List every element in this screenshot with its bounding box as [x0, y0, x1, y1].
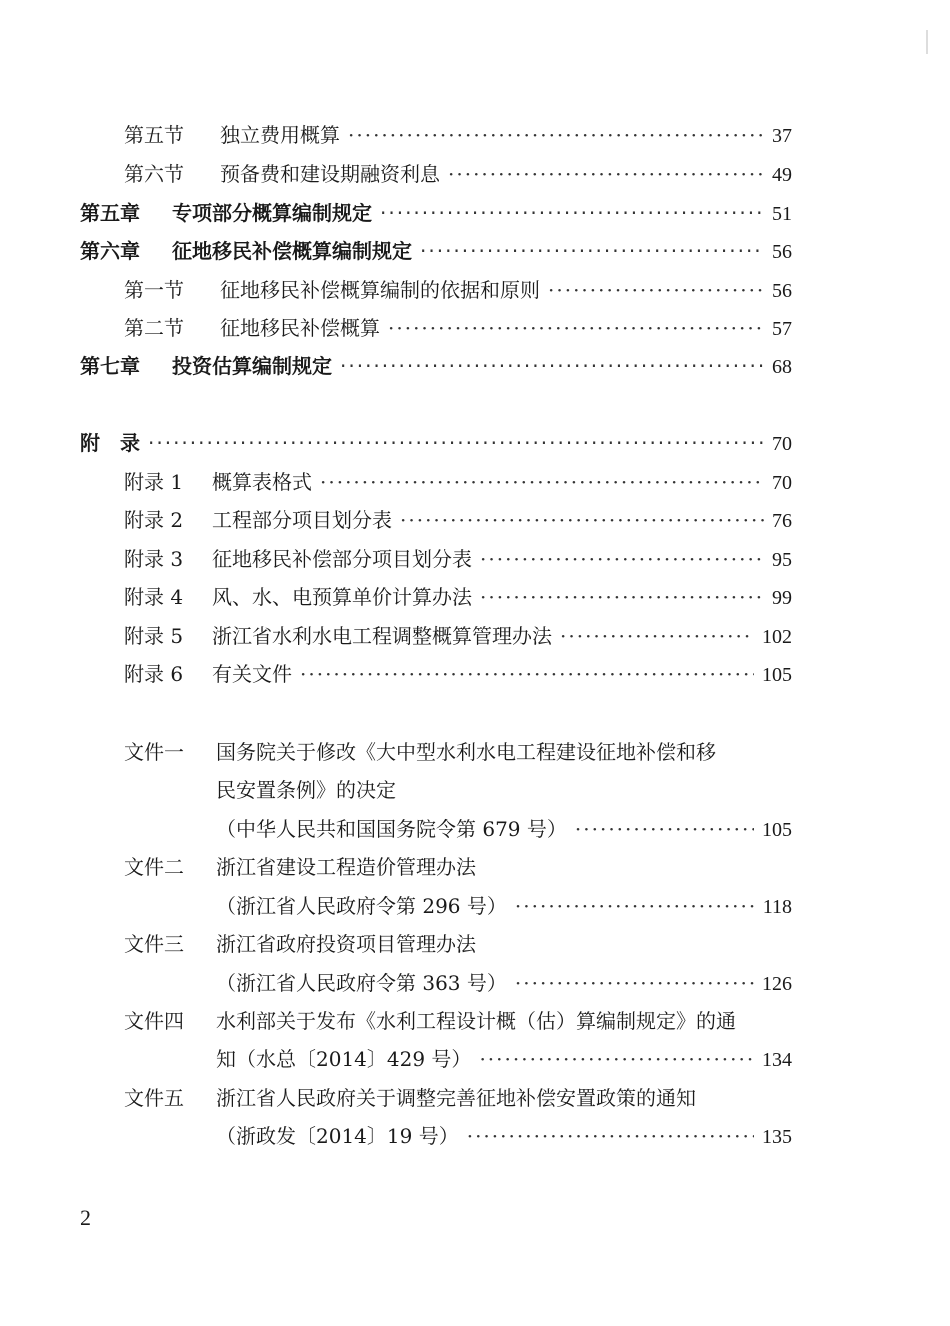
- dot-leader: [467, 1117, 754, 1155]
- page-ref: 135: [762, 1126, 792, 1148]
- page-ref: 105: [762, 664, 792, 686]
- page-ref: 126: [762, 973, 792, 995]
- appendix-item-title: 工程部分项目划分表: [212, 508, 392, 532]
- section-title: 征地移民补偿概算编制的依据和原则: [220, 278, 540, 302]
- document-title-line[interactable]: 民安置条例》的决定: [216, 778, 396, 802]
- toc-entry[interactable]: [124, 309, 792, 347]
- page-ref: 49: [772, 164, 792, 186]
- dot-leader: [420, 232, 764, 270]
- section-title: 预备费和建设期融资利息: [220, 162, 440, 186]
- toc-entry[interactable]: [216, 887, 792, 925]
- page-ref: 76: [772, 510, 792, 532]
- chapter-title: 专项部分概算编制规定: [172, 201, 372, 225]
- page-ref: 56: [772, 241, 792, 263]
- document-label: 文件二: [124, 855, 184, 879]
- appendix-item-title: 有关文件: [212, 662, 292, 686]
- appendix-item-label: 附录 3: [124, 547, 184, 571]
- scan-mark: [926, 30, 928, 54]
- dot-leader: [480, 540, 764, 578]
- toc-chapter-entry[interactable]: [80, 194, 792, 232]
- dot-leader: [300, 655, 754, 693]
- toc-entry[interactable]: [124, 578, 792, 616]
- dot-leader: [515, 964, 754, 1002]
- toc-entry[interactable]: [124, 501, 792, 539]
- dot-leader: [380, 194, 764, 232]
- toc-entry[interactable]: [124, 540, 792, 578]
- toc-entry[interactable]: [216, 1117, 792, 1155]
- page-ref: 37: [772, 125, 792, 147]
- page-ref: 99: [772, 587, 792, 609]
- document-title-line[interactable]: 水利部关于发布《水利工程设计概（估）算编制规定》的通: [216, 1009, 736, 1033]
- section-title: 独立费用概算: [220, 123, 340, 147]
- toc-entry[interactable]: [124, 655, 792, 693]
- chapter-title: 征地移民补偿概算编制规定: [172, 239, 412, 263]
- section-label: 第六节: [124, 162, 184, 186]
- chapter-label: 第七章: [80, 354, 140, 378]
- dot-leader: [388, 309, 764, 347]
- toc-entry[interactable]: [124, 155, 792, 193]
- appendix-item-label: 附录 4: [124, 585, 184, 609]
- dot-leader: [448, 155, 764, 193]
- document-title-line: （浙政发〔2014〕19 号）: [216, 1124, 459, 1148]
- document-title-line: （浙江省人民政府令第 296 号）: [216, 894, 507, 918]
- page-ref: 105: [762, 819, 792, 841]
- document-label: 文件三: [124, 932, 184, 956]
- appendix-label: 附 录: [80, 431, 140, 455]
- document-title-line: （浙江省人民政府令第 363 号）: [216, 971, 507, 995]
- appendix-item-label: 附录 6: [124, 662, 184, 686]
- page-ref: 95: [772, 549, 792, 571]
- page-ref: 57: [772, 318, 792, 340]
- section-title: 征地移民补偿概算: [220, 316, 380, 340]
- chapter-title: 投资估算编制规定: [172, 354, 332, 378]
- document-label: 文件五: [124, 1086, 184, 1110]
- chapter-label: 第六章: [80, 239, 140, 263]
- document-label: 文件一: [124, 740, 184, 764]
- dot-leader: [479, 1040, 754, 1078]
- toc-entry[interactable]: [216, 810, 792, 848]
- appendix-item-title: 浙江省水利水电工程调整概算管理办法: [212, 624, 552, 648]
- page-ref: 68: [772, 356, 792, 378]
- document-title-line[interactable]: 浙江省人民政府关于调整完善征地补偿安置政策的通知: [216, 1086, 696, 1110]
- dot-leader: [348, 116, 764, 154]
- dot-leader: [515, 887, 755, 925]
- dot-leader: [148, 424, 764, 462]
- dot-leader: [575, 810, 754, 848]
- toc-entry[interactable]: [124, 271, 792, 309]
- toc-chapter-entry[interactable]: [80, 232, 792, 270]
- dot-leader: [400, 501, 764, 539]
- toc-entry[interactable]: [124, 463, 792, 501]
- page-number: 2: [80, 1205, 91, 1230]
- appendix-item-title: 概算表格式: [212, 470, 312, 494]
- page-ref: 70: [772, 433, 792, 455]
- dot-leader: [320, 463, 764, 501]
- page-ref: 70: [772, 472, 792, 494]
- appendix-item-label: 附录 5: [124, 624, 184, 648]
- page-ref: 51: [772, 203, 792, 225]
- toc-appendix-entry[interactable]: [80, 424, 792, 462]
- document-title-line[interactable]: 浙江省建设工程造价管理办法: [216, 855, 476, 879]
- document-title-line[interactable]: 国务院关于修改《大中型水利水电工程建设征地补偿和移: [216, 740, 716, 764]
- document-title-line: 知（水总〔2014〕429 号）: [216, 1047, 472, 1071]
- section-label: 第五节: [124, 123, 184, 147]
- dot-leader: [340, 347, 764, 385]
- chapter-label: 第五章: [80, 201, 140, 225]
- document-label: 文件四: [124, 1009, 184, 1033]
- toc-entry[interactable]: [124, 116, 792, 154]
- document-title-line: （中华人民共和国国务院令第 679 号）: [216, 817, 567, 841]
- dot-leader: [560, 617, 754, 655]
- appendix-item-label: 附录 2: [124, 508, 184, 532]
- page-ref: 118: [762, 896, 792, 918]
- section-label: 第一节: [124, 278, 184, 302]
- page-ref: 56: [772, 280, 792, 302]
- appendix-item-label: 附录 1: [124, 470, 184, 494]
- section-label: 第二节: [124, 316, 184, 340]
- appendix-item-title: 征地移民补偿部分项目划分表: [212, 547, 472, 571]
- appendix-item-title: 风、水、电预算单价计算办法: [212, 585, 472, 609]
- dot-leader: [548, 271, 764, 309]
- dot-leader: [480, 578, 764, 616]
- page-ref: 102: [762, 626, 792, 648]
- page-ref: 134: [762, 1049, 792, 1071]
- toc-entry[interactable]: [216, 1040, 792, 1078]
- document-title-line[interactable]: 浙江省政府投资项目管理办法: [216, 932, 476, 956]
- toc-entry[interactable]: [216, 964, 792, 1002]
- toc-entry[interactable]: [124, 617, 792, 655]
- toc-chapter-entry[interactable]: [80, 347, 792, 385]
